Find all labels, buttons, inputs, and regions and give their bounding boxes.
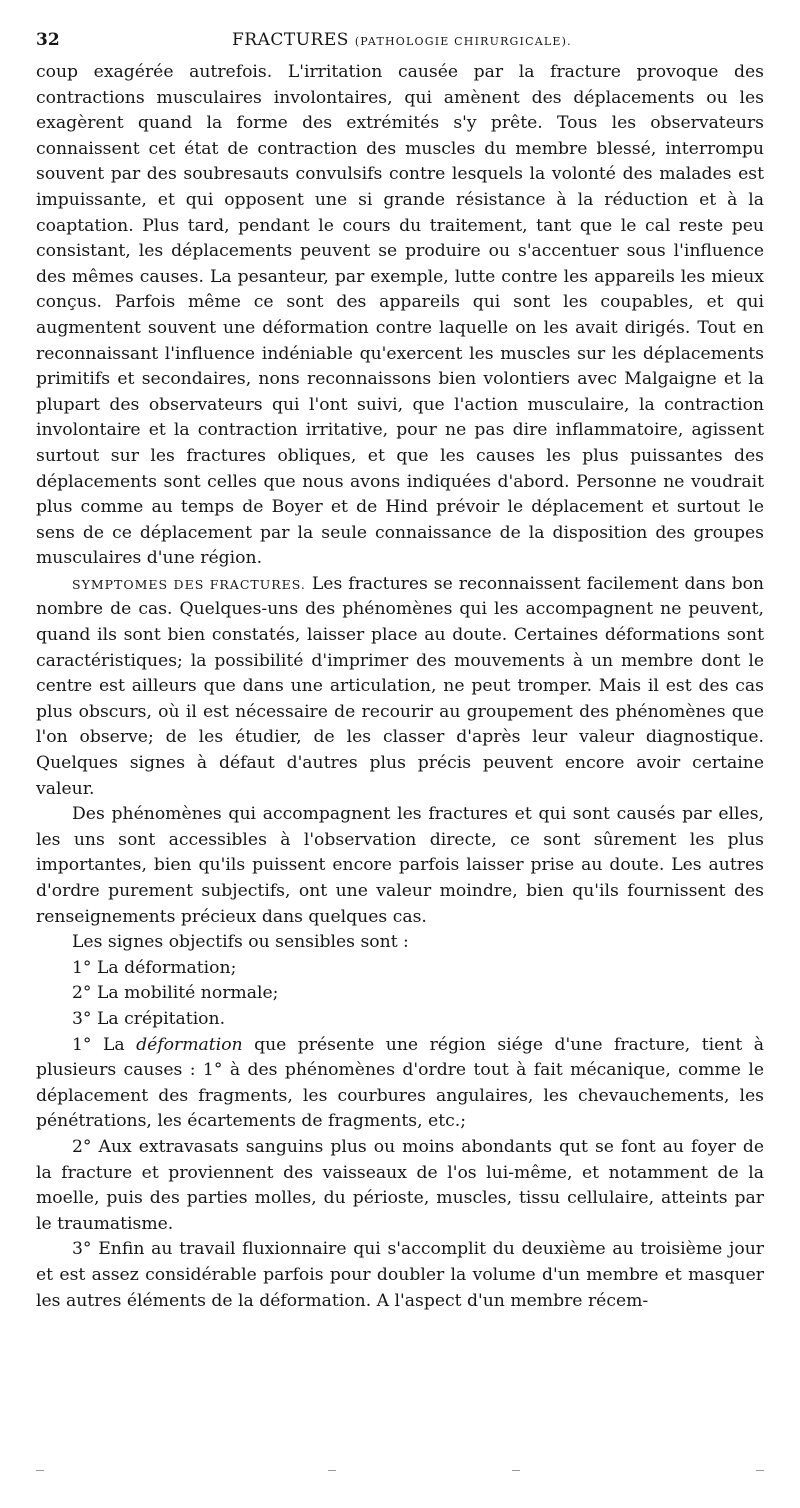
paragraph-deformation-text: que présente une région siége d'une fracture, tient à plusieurs causes : 1° à des phénomènes d'ordre tout à fait mécanique, comme le déplacement des fragments, les courbures angulaires, les chevauchements, les pénétrations, les écartements de fragments, etc.; [36,1034,764,1132]
running-title-subtitle: (PATHOLOGIE CHIRURGICALE). [354,35,572,48]
paragraph-extravasats: 2° Aux extravasats sanguins plus ou moins abondants qut se font au foyer de la fracture et proviennent des vaisseaux de l'os lui-même, et notamment de la moelle, puis des parties molles, du périoste, muscles, tissu cellulaire, atteints par le traumatisme. [36,1136,764,1234]
margin-mark [756,1470,764,1471]
list-item-crepitation: 3° La crépitation. [72,1008,226,1029]
list-item-deformation: 1° La déformation; [72,957,237,978]
paragraph-deformation-lead: 1° La [72,1034,137,1055]
bottom-margin-marks [36,1470,764,1474]
margin-mark [512,1470,520,1471]
margin-mark [36,1470,44,1471]
list-item-mobility: 2° La mobilité normale; [72,983,279,1004]
paragraph-continuation: coup exagérée autrefois. L'irritation causée par la fracture provoque des contractions musculaires involontaires, qui amènent des déplacements ou les exagèrent quand la forme des extrémités s'y prête. Tous les observateurs connaissent cet état de contraction des muscles du membre blessé, interrompu souvent par des soubresauts convulsifs contre lesquels la volonté des malades est impuissante, et qui opposent une si grande résistance à la réduction et à la coaptation. Plus tard, pendant le cours du traitement, tant que le cal reste peu consistant, les déplacements peuvent se produire ou s'accentuer sous l'influence des mêmes causes. La pesanteur, par exemple, lutte contre les appareils les mieux conçus. Parfois même ce sont des appareils qui sont les coupables, et qui augmentent souvent une déformation contre laquelle on les avait dirigés. Tout en reconnaissant l'influence indéniable qu'exercent les muscles sur les déplacements primitifs et secondaires, nons reconnaissons bien volontiers avec Malgaigne et la plupart des observateurs qui l'ont suivi, que l'action musculaire, la contraction involontaire et la contraction irritative, pour ne pas dire inflammatoire, agissent surtout sur les fractures obliques, et que les causes les plus puissantes des déplacements sont celles que nous avons indiquées d'abord. Personne ne voudrait plus comme au temps de Boyer et de Hind prévoir le déplacement et surtout le sens de ce déplacement par la seule connaissance de la disposition des groupes musculaires d'une région. [36,62,764,569]
paragraph-fluxion: 3° Enfin au travail fluxionnaire qui s'accomplit du deuxième au troisième jour et est assez considérable parfois pour doubler la volume d'un membre et masquer les autres éléments de la déformation. A l'aspect d'un membre récem- [36,1239,764,1311]
running-title-main: FRACTURES [232,30,349,50]
emphasis-deformation: déformation [136,1034,243,1055]
running-header [36,30,764,52]
paragraph-symptoms-text: Les fractures se reconnaissent facilement dans bon nombre de cas. Quelques-uns des phénomènes qui les accompagnent ne peuvent, quand ils sont bien constatés, laisser place au doute. Certaines déformations sont caractéristiques; la possibilité d'imprimer des mouvements à un membre dont le centre est ailleurs que dans une articulation, ne peut tromper. Mais il est des cas plus obscurs, où il est nécessaire de recourir au groupement des phénomènes que l'on observe; de les étudier, de les classer d'après leur valeur diagnostique. Quelques signes à défaut d'autres plus précis peuvent encore avoir certaine valeur. [36,573,764,799]
paragraph-deformation [36,1033,764,1135]
section-heading: SYMPTOMES DES FRACTURES. [72,576,306,592]
body-text [36,60,764,1314]
paragraph-objective-signs: Les signes objectifs ou sensibles sont : [72,932,409,953]
paragraph-phenomena: Des phénomènes qui accompagnent les fractures et qui sont causés par elles, les uns sont accessibles à l'observation directe, ce sont sûrement les plus importantes, bien qu'ils puissent encore parfois laisser prise au doute. Les autres d'ordre purement subjectifs, ont une valeur moindre, bien qu'ils fournissent des renseignements précieux dans quelques cas. [36,804,764,927]
paragraph-symptoms [36,572,764,802]
margin-mark [328,1470,336,1471]
running-title [232,30,572,50]
page-number: 32 [36,30,60,50]
